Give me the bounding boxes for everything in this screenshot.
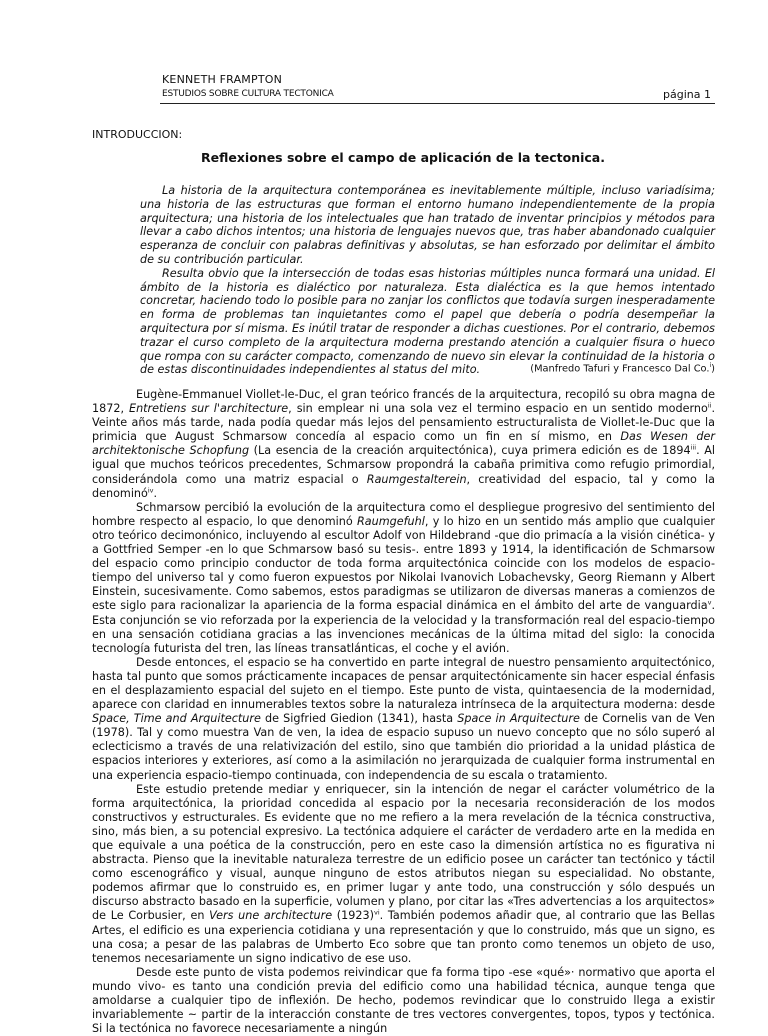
- text-run: de Sigfried Giedion (1341), hasta: [260, 712, 458, 726]
- text-run: Eugène-Emmanuel Viollet-le-Duc, el gran teórico francés de la arquitectura, recopiló su obra magna de 1872,: [92, 388, 715, 416]
- document-title: Reflexiones sobre el campo de aplicación de la tectonica.: [201, 150, 605, 165]
- italic-title: Space in Arquitecture: [457, 712, 580, 726]
- text-run: de Cornelis van de Ven (1978). Tal y como muestra Van de ven, la idea de espacio supuso un nuevo concepto que no sólo superó al eclecticismo a través de una relativización del estilo, sino que también dio prioridad a la unidad plástica de espacios interiores y exteriores, así como a la asimilación no jerarquizada de cualquier forma instrumental en una experiencia espacio-tiempo continuada, con independencia de su escala o tratamiento.: [92, 712, 715, 782]
- citation-text: (Manfredo Tafuri y Francesco Dal Co.: [530, 363, 710, 375]
- footnote-ref: vi: [374, 908, 380, 917]
- italic-title: Das Wesen der architektonische Schopfung: [92, 430, 715, 458]
- section-label: INTRODUCCION:: [92, 128, 183, 141]
- header-subtitle: ESTUDIOS SOBRE CULTURA TECTONICA: [162, 89, 334, 99]
- text-run: Desde este punto de vista podemos reivindicar que fa forma tipo -ese «qué»· normativo que aporta el mundo vivo- es tanto una condición previa del edificio como una habilidad técnica, aunque tenga que amoldarse a cualquier tipo de inflexión. De hecho, podemos revindicar que lo construido llega a existir invariablemente ~ partir de la interacción constante de tres vectores convergentes, topos, typos y tectónica. Si la tectónica no favorece necesariamente a ningún: [92, 965, 715, 1036]
- italic-title: Space, Time and Arquitecture: [92, 712, 261, 726]
- body-paragraph-3: [92, 656, 715, 783]
- body-text: [92, 388, 715, 1036]
- body-paragraph-2: [92, 501, 715, 656]
- text-run: Este estudio pretende mediar y enriquecer, sin la intención de negar el carácter volumétrico de la forma arquitectónica, la prioridad concedida al espacio por la necesaria reconsideración de los modos constructivos y estructurales. Es evidente que no me refiero a la mera revelación de la técnica constructiva, sino, más bien, a su potencial expresivo. La tectónica adquiere el carácter de verdadero arte en la medida en que equivale a una poética de la construcción, pero en este caso la dimensión artística no es figurativa ni abstracta. Pienso que la inevitable naturaleza terrestre de un edificio posee un carácter tan tectónico y táctil como escenográfico y visual, aunque ninguno de estos atributos niegan su especialidad. No obstante, podemos afirmar que lo construido es, en primer lugar y ante todo, una construcción y sólo después un discurso abstracto basado en la superficie, volumen y plano, por citar las «Tres advertencias a los arquitectos» de Le Corbusier, en: [92, 782, 715, 923]
- page-number: página 1: [663, 88, 711, 101]
- body-paragraph-5: [92, 966, 715, 1036]
- body-paragraph-1: [92, 388, 715, 501]
- footnote-ref: ii: [707, 401, 712, 410]
- text-run: Desde entonces, el espacio se ha convertido en parte integral de nuestro pensamiento arquitectónico, hasta tal punto que somos prácticamente incapaces de pensar arquitectónicamente sin hacer especial énfasis en el desplazamiento espacial del sujeto en el tiempo. Este punto de vista, quintaesencia de la modernidad, aparece con claridad en innumerables textos sobre la naturaleza intrínseca de la arquitectura moderna: desde: [92, 655, 715, 712]
- footnote-ref: iv: [147, 485, 154, 494]
- header-author: KENNETH FRAMPTON: [162, 73, 283, 86]
- epigraph-quote: [140, 184, 715, 377]
- footnote-ref: v: [707, 598, 712, 607]
- italic-term: Raumgestalterein: [366, 472, 467, 486]
- quote-paragraph-2: Resulta obvio que la intersección de todas esas historias múltiples nunca formará una unidad. El ámbito de la historia es dialéctico por naturaleza. Esta dialéctica es la que hemos intentado concretar, haciendo todo lo posible para no zanjar los conflictos que todavía surgen inesperadamente en forma de problemas tan inquietantes como el papel que debería o podría desempeñar la arquitectura por sí misma. Es inútil tratar de responder a dichas cuestiones. Por el contrario, debemos trazar el curso completo de la arquitectura moderna prestando atención a cualquier fisura o hueco que rompa con su carácter compacto, comenzando de nuevo sin elevar la continuidad de la historia o de estas discontinuidades independientes al status del mito.: [140, 266, 715, 377]
- text-run: Schmarsow percibió la evolución de la arquitectura como el despliegue progresivo del sentimiento del hombre respecto al espacio, lo que denominó: [92, 500, 715, 528]
- text-run: . Al igual que muchos teóricos precedentes, Schmarsow propondrá la cabaña primitiva como refugio primordial, considerándola como una matriz espacial o: [92, 444, 715, 486]
- header-rule: [160, 103, 715, 104]
- text-run: . Veinte años más tarde, nada podía quedar más lejos del pensamiento estructuralista de Viollet-le-Duc que la primicia que August Schmarsow concedía al espacio como un fin en sí mismo, en: [92, 402, 715, 444]
- footnote-ref: iii: [690, 443, 697, 452]
- quote-paragraph-1: La historia de la arquitectura contemporánea es inevitablemente múltiple, incluso variadísima; una historia de las estructuras que forman el entorno humano independientemente de la propia arquitectura; una historia de los intelectuales que han tratado de inventar principios y métodos para llevar a cabo dichos intentos; una historia de lenguajes nuevos que, tras haber abandonado cualquier esperanza de concluir con palabras definitivas y absolutas, se han esforzado por delimitar el ámbito de su contribución particular.: [140, 184, 715, 266]
- italic-term: Raumgefuhl: [357, 514, 425, 528]
- text-run: , y lo hizo en un sentido más amplio que cualquier otro teórico decimonónico, incluyendo al escultor Adolf von Hildebrand -que dio primacía a la visión cinética- y a Gottfried Semper -en lo que Schmarsow basó su tesis-. entre 1893 y 1914, la identificación de Schmarsow del espacio como principio conductor de toda forma arquitectónica coincide con los modelos de espacio-tiempo del universo tal y como fueron expuestos por Nikolai Ivanovich Lobachevsky, Georg Riemann y Albert Einstein, sucesivamente. Como sabemos, estos paradigmas se utilizaron de diversas maneras a comienzos de este siglo para racionalizar la apariencia de la forma espacial dinámica en el ámbito del arte de vanguardia: [92, 514, 715, 613]
- citation-note: i: [709, 362, 712, 369]
- text-run: .: [153, 486, 158, 500]
- text-run: . También podemos añadir que, al contrario que las Bellas Artes, el edificio es una experiencia cotidiana y una representación y que lo construido, más que un signo, es una cosa; a pesar de las palabras de Umberto Eco sobre que tan pronto como tenemos un objeto de uso, tenemos necesariamente un signo indicativo de ese uso.: [92, 909, 715, 965]
- text-run: (La esencia de la creación arquitectónica), cuya primera edición es de 1894: [249, 444, 691, 458]
- body-paragraph-4: [92, 783, 715, 966]
- italic-title: Vers une architecture: [209, 909, 333, 923]
- text-run: (1923): [332, 909, 374, 923]
- italic-title: Entretiens sur l'architecture: [129, 402, 289, 416]
- citation-close: ): [711, 363, 715, 375]
- text-run: , creatividad del espacio, tal y como la denominó: [92, 472, 715, 500]
- quote-citation: [140, 362, 715, 374]
- text-run: . Esta conjunción se vio reforzada por la experiencia de la velocidad y la transformación real del espacio-tiempo en una sensación cotidiana gracias a las invenciones mecánicas de la última mitad del siglo: la conocida tecnología futurista del tren, las líneas transatlánticas, el coche y el avión.: [92, 599, 715, 655]
- text-run: , sin emplear ni una sola vez el termino espacio en un sentido moderno: [288, 402, 708, 416]
